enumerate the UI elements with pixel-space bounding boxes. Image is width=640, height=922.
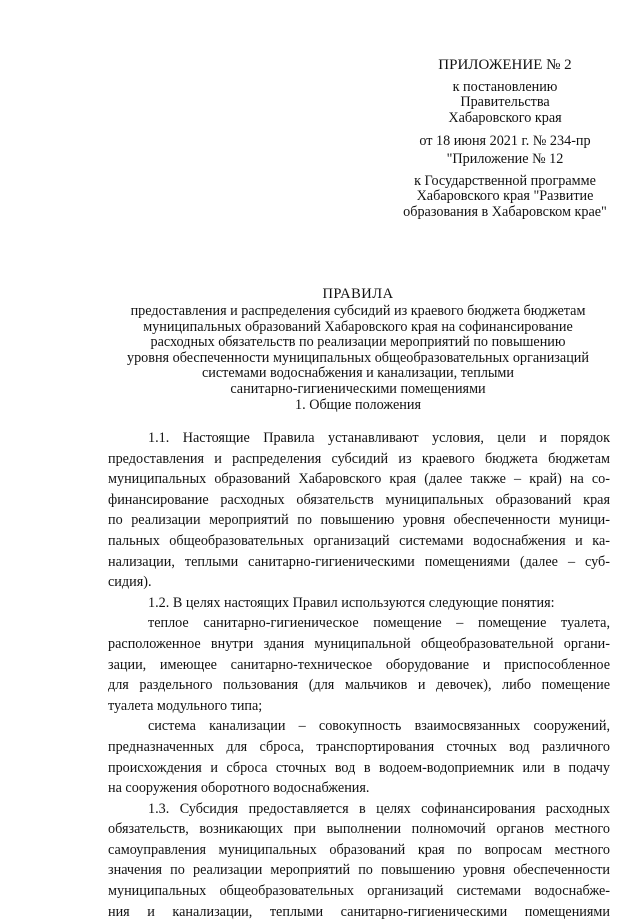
body-line: туалета модульного типа; — [108, 697, 263, 714]
appendix-quoted-line: к Государственной программе — [414, 172, 596, 189]
body-line: 1.3. Субсидия предоставляется в целях софинансирования расходных — [148, 800, 610, 817]
body-line: пальных общеобразовательных организаций системами водоснабжения и ка- — [108, 532, 610, 549]
body-line: финансирование расходных обязательств муниципальных образований края — [108, 491, 610, 508]
subtitle-line: расходных обязательств по реализации мероприятий по повышению — [150, 334, 566, 351]
body-line: расположенное внутри здания муниципальной общеобразовательной органи- — [108, 635, 610, 652]
appendix-line: к постановлению — [452, 78, 558, 95]
appendix-quoted-title: "Приложение № 12 — [446, 151, 564, 167]
appendix-title: ПРИЛОЖЕНИЕ № 2 — [438, 57, 572, 73]
subtitle-line: уровня обеспеченности муниципальных общеобразовательных организаций — [126, 349, 589, 366]
appendix-quoted-line: образования в Хабаровском крае" — [403, 203, 607, 220]
subtitle-line: санитарно-гигиеническими помещениями — [230, 380, 486, 397]
body-line: 1.1. Настоящие Правила устанавливают условия, цели и порядок — [148, 430, 610, 446]
body-text — [108, 428, 610, 922]
body-line: предоставления и распределения субсидий из краевого бюджета бюджетам — [108, 450, 610, 467]
body-line: нализации, теплыми санитарно-гигиеническими помещениями (далее – суб- — [108, 553, 610, 570]
document-subtitle — [108, 304, 608, 398]
body-line: муниципальных образований Хабаровского края (далее также – край) на со- — [108, 471, 610, 488]
subtitle-line: предоставления и распределения субсидий из краевого бюджета бюджетам — [130, 303, 586, 319]
body-line: значения по реализации мероприятий по повышению уровня обеспеченности — [108, 862, 610, 879]
appendix-line: Правительства — [460, 94, 550, 110]
body-line: зации, имеющее санитарно-техническое оборудование и приспособленное — [108, 656, 610, 673]
appendix-quoted-line: Хабаровского края "Развитие — [416, 188, 594, 204]
body-line: по реализации мероприятий по повышению уровня обеспеченности муници- — [108, 512, 610, 529]
section-heading: 1. Общие положения — [295, 397, 421, 413]
body-line: муниципальных общеобразовательных организаций системами водоснабже- — [108, 883, 610, 900]
body-line: 1.2. В целях настоящих Правил используются следующие понятия: — [148, 594, 555, 611]
body-line: теплое санитарно-гигиеническое помещение – помещение туалета, — [148, 615, 610, 632]
document-title: ПРАВИЛА — [322, 286, 394, 302]
subtitle-line: системами водоснабжения и канализации, теплыми — [202, 365, 514, 382]
body-line: для раздельного пользования (для мальчиков и девочек), либо помещение — [108, 677, 610, 694]
body-line: сидия). — [108, 574, 152, 591]
body-line: предназначенных для сброса, транспортирования сточных вод различного — [108, 738, 610, 755]
body-line: самоуправления муниципальных образований края по вопросам местного — [108, 841, 610, 858]
body-line: ния и канализации, теплыми санитарно-гигиеническими помещениями — [108, 903, 610, 920]
appendix-line: Хабаровского края — [448, 109, 562, 126]
body-line: обязательств, возникающих при выполнении полномочий органов местного — [108, 821, 610, 838]
appendix-date: от 18 июня 2021 г. № 234-пр — [419, 133, 591, 149]
body-line: система канализации – совокупность взаимосвязанных сооружений, — [148, 718, 610, 735]
appendix-quoted-header — [380, 152, 630, 220]
appendix-header — [380, 58, 630, 150]
body-line: происхождения и сброса сточных вод в водоем-водоприемник или в подачу — [108, 759, 610, 776]
subtitle-line: муниципальных образований Хабаровского края на софинансирование — [143, 318, 573, 335]
body-line: на сооружения оборотного водоснабжения. — [108, 780, 370, 797]
